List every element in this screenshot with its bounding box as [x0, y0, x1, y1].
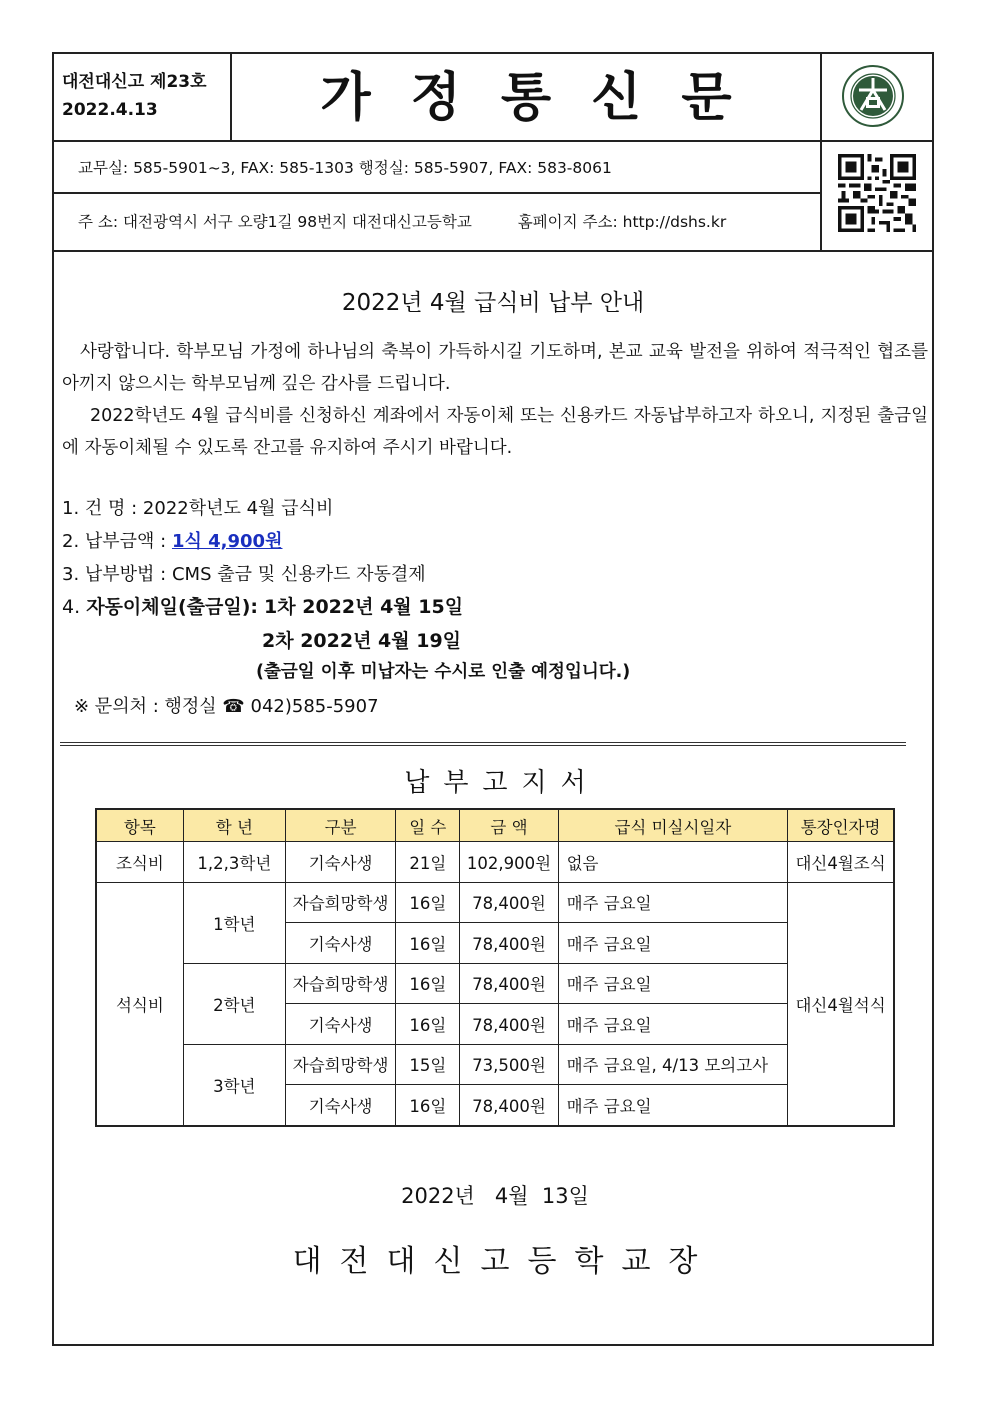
divider: [60, 742, 906, 746]
address-line: [78, 210, 726, 232]
header-cell: 구분: [285, 809, 395, 842]
item-cell: 조식비: [96, 842, 183, 883]
header-cell: 항목: [96, 809, 183, 842]
amount-cell: 78,400원: [460, 1004, 558, 1045]
no-meal-cell: 매주 금요일: [558, 923, 788, 964]
address-label: 주 소:: [78, 213, 119, 231]
header-cell: 급식 미실시일자: [558, 809, 788, 842]
days-cell: 16일: [396, 963, 460, 1004]
grade-cell: 2학년: [183, 963, 285, 1044]
type-cell: 기숙사생: [285, 923, 395, 964]
item-withdrawal-date: [62, 592, 463, 619]
item-subject: [62, 494, 333, 520]
amount-cell: 78,400원: [460, 963, 558, 1004]
header-cell: 일 수: [396, 809, 460, 842]
header-cell: 금 액: [460, 809, 558, 842]
amount-cell: 78,400원: [460, 882, 558, 923]
issue-info: [62, 68, 207, 124]
issue-number: 대전대신고 제23호: [62, 72, 207, 92]
account-name-cell: 대신4월조식: [788, 842, 894, 883]
greeting-paragraph: 사랑합니다. 학부모님 가정에 하나님의 축복이 가득하시길 기도하며, 본교 교육 발전을 위하여 적극적인 협조를 아끼지 않으시는 학부모님께 깊은 감사를 드립니다.: [62, 342, 928, 394]
instruction-paragraph: 2022학년도 4월 급식비를 신청하신 계좌에서 자동이체 또는 신용카드 자동납부하고자 하오니, 지정된 출금일에 자동이체될 수 있도록 잔고를 유지하여 주시기 바랍니다.: [62, 406, 928, 458]
amount-cell: 78,400원: [460, 1085, 558, 1126]
first-withdrawal: 1차 2022년 4월 15일: [264, 596, 464, 618]
days-cell: 16일: [396, 1004, 460, 1045]
issue-date: 2022.4.13: [62, 100, 158, 120]
type-cell: 기숙사생: [285, 1004, 395, 1045]
fee-table: [95, 808, 895, 1127]
no-meal-cell: 매주 금요일: [558, 963, 788, 1004]
item-cell: 석식비: [96, 882, 183, 1126]
item-value: 2022학년도 4월 급식비: [142, 498, 334, 519]
notice-title: 2022년 4월 급식비 납부 안내: [341, 290, 645, 316]
days-cell: 16일: [396, 882, 460, 923]
type-cell: 자습희망학생: [285, 963, 395, 1004]
table-row: [96, 1044, 894, 1085]
header-cell: 학 년: [183, 809, 285, 842]
address: 대전광역시 서구 오량1길 98번지 대전대신고등학교: [123, 213, 472, 231]
amount-cell: 73,500원: [460, 1044, 558, 1085]
item-bold-label: 자동이체일(출금일):: [86, 596, 258, 618]
grade-cell: 3학년: [183, 1044, 285, 1126]
no-meal-cell: 없음: [558, 842, 788, 883]
principal-signature: 대전대신고등학교장: [292, 1244, 716, 1279]
contact-line: 교무실: 585-5901~3, FAX: 585-1303 행정실: 585-5907, FAX: 583-8061: [78, 159, 612, 177]
days-cell: 15일: [396, 1044, 460, 1085]
table-header-row: [96, 809, 894, 842]
type-cell: 자습희망학생: [285, 1044, 395, 1085]
days-cell: 16일: [396, 923, 460, 964]
item-label: 3. 납부방법 :: [62, 564, 167, 585]
homepage-link[interactable]: http://dshs.kr: [622, 213, 727, 231]
no-meal-cell: 매주 금요일: [558, 1004, 788, 1045]
header-cell: 통장인자명: [788, 809, 894, 842]
amount-cell: 102,900원: [460, 842, 558, 883]
second-withdrawal: 2차 2022년 4월 19일: [262, 630, 462, 652]
days-cell: 16일: [396, 1085, 460, 1126]
type-cell: 기숙사생: [285, 842, 395, 883]
amount-value[interactable]: 1식 4,900원: [171, 531, 283, 552]
qr-code-icon: [838, 154, 916, 232]
table-row: [96, 882, 894, 923]
inquiry-contact: ※ 문의처 : 행정실 ☎ 042)585-5907: [74, 696, 379, 717]
fee-notice-title: 납부고지서: [404, 768, 600, 798]
no-meal-cell: 매주 금요일, 4/13 모의고사: [558, 1044, 788, 1085]
grade-cell: 1,2,3학년: [183, 842, 285, 883]
item-label: 4.: [62, 596, 81, 618]
homepage-label: 홈페이지 주소:: [517, 213, 618, 231]
item-label: 2. 납부금액 :: [62, 531, 167, 552]
notice-page: [52, 52, 934, 1346]
no-meal-cell: 매주 금요일: [558, 882, 788, 923]
table-row: [96, 963, 894, 1004]
type-cell: 자습희망학생: [285, 882, 395, 923]
type-cell: 기숙사생: [285, 1085, 395, 1126]
item-method: [62, 560, 426, 586]
table-row: [96, 842, 894, 883]
item-amount: [62, 527, 282, 553]
account-name-cell: 대신4월석식: [788, 882, 894, 1126]
no-meal-cell: 매주 금요일: [558, 1085, 788, 1126]
issue-date-footer: 2022년 4월 13일: [401, 1184, 589, 1208]
school-seal-logo: [841, 64, 905, 128]
masthead-title: 가정통신문: [320, 68, 772, 128]
letterhead: [54, 54, 932, 250]
item-value: CMS 출금 및 신용카드 자동결제: [171, 564, 426, 585]
amount-cell: 78,400원: [460, 923, 558, 964]
withdrawal-note: (출금일 이후 미납자는 수시로 인출 예정입니다.): [256, 662, 631, 682]
item-label: 1. 건 명 :: [62, 498, 138, 519]
days-cell: 21일: [396, 842, 460, 883]
grade-cell: 1학년: [183, 882, 285, 963]
